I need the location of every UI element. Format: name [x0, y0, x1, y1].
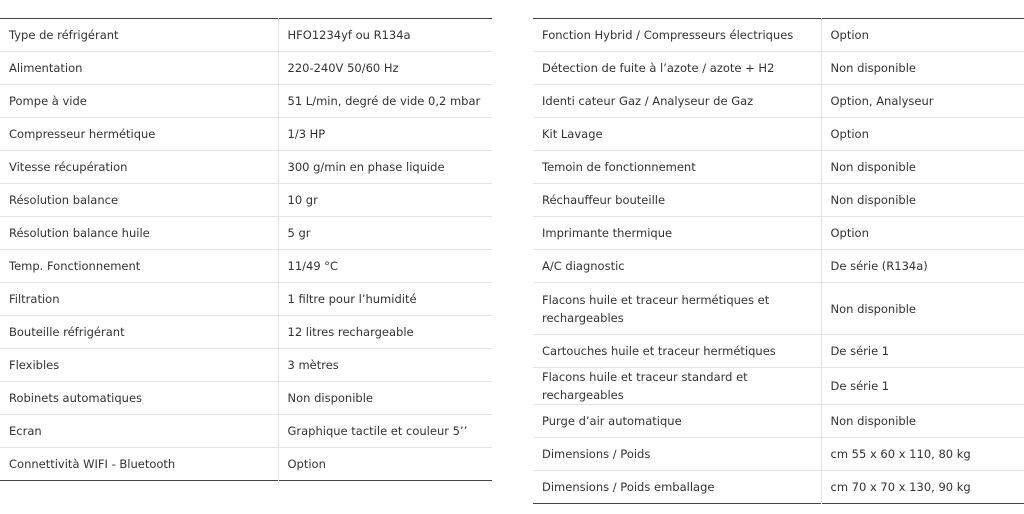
- row-value: Option: [278, 448, 492, 481]
- table-row: [0, 415, 492, 448]
- table-row: [0, 448, 492, 481]
- row-value: Option, Analyseur: [821, 85, 1024, 118]
- table-row: [0, 382, 492, 415]
- row-value: cm 55 x 60 x 110, 80 kg: [821, 438, 1024, 471]
- table-row: [0, 85, 492, 118]
- table-row: [0, 250, 492, 283]
- row-label: Résolution balance huile: [0, 217, 278, 250]
- table-row: [0, 19, 492, 52]
- table-row: [533, 250, 1024, 283]
- row-value: Non disponible: [821, 151, 1024, 184]
- table-row: [0, 184, 492, 217]
- table-row: [533, 405, 1024, 438]
- row-label: Imprimante thermique: [533, 217, 821, 250]
- row-label: Dimensions / Poids emballage: [533, 471, 821, 504]
- row-label: Vitesse récupération: [0, 151, 278, 184]
- row-label: Flacons huile et traceur standard et rechargeables: [533, 368, 821, 405]
- row-label: Alimentation: [0, 52, 278, 85]
- row-label: Détection de fuite à l’azote / azote + H2: [533, 52, 821, 85]
- row-value: Non disponible: [278, 382, 492, 415]
- row-label: Fonction Hybrid / Compresseurs électriques: [533, 19, 821, 52]
- row-label: Temp. Fonctionnement: [0, 250, 278, 283]
- row-value: 1 filtre pour l’humidité: [278, 283, 492, 316]
- table-row: [533, 335, 1024, 368]
- row-value: Non disponible: [821, 283, 1024, 335]
- row-label: Résolution balance: [0, 184, 278, 217]
- row-label: Ecran: [0, 415, 278, 448]
- row-label: Identi cateur Gaz / Analyseur de Gaz: [533, 85, 821, 118]
- row-value: 3 mètres: [278, 349, 492, 382]
- table-row: [533, 438, 1024, 471]
- table-row: [0, 349, 492, 382]
- row-value: 5 gr: [278, 217, 492, 250]
- row-value: 300 g/min en phase liquide: [278, 151, 492, 184]
- row-value: 10 gr: [278, 184, 492, 217]
- row-value: 51 L/min, degré de vide 0,2 mbar: [278, 85, 492, 118]
- row-value: 220-240V 50/60 Hz: [278, 52, 492, 85]
- row-label: Pompe à vide: [0, 85, 278, 118]
- row-label: Type de réfrigérant: [0, 19, 278, 52]
- row-value: De série 1: [821, 335, 1024, 368]
- spec-table-left: [0, 18, 492, 481]
- row-label: Purge d’air automatique: [533, 405, 821, 438]
- table-row: [533, 184, 1024, 217]
- row-label: Cartouches huile et traceur hermétiques: [533, 335, 821, 368]
- row-value: De série 1: [821, 368, 1024, 405]
- row-value: HFO1234yf ou R134a: [287, 28, 411, 42]
- row-label: A/C diagnostic: [533, 250, 821, 283]
- row-label: Compresseur hermétique: [0, 118, 278, 151]
- row-value: 12 litres rechargeable: [278, 316, 492, 349]
- row-value: 11/49 °C: [278, 250, 492, 283]
- row-label: Bouteille réfrigérant: [0, 316, 278, 349]
- spec-table-right: [533, 18, 1024, 504]
- table-row: [0, 151, 492, 184]
- table-row: [0, 283, 492, 316]
- row-label: Temoin de fonctionnement: [533, 151, 821, 184]
- row-label: Kit Lavage: [533, 118, 821, 151]
- row-label: Robinets automatiques: [0, 382, 278, 415]
- table-row: [0, 316, 492, 349]
- row-label: Filtration: [0, 283, 278, 316]
- table-row: [533, 368, 1024, 405]
- row-value: Option: [830, 28, 869, 42]
- table-row: [0, 52, 492, 85]
- row-value: De série (R134a): [821, 250, 1024, 283]
- table-row: [533, 217, 1024, 250]
- table-row: [533, 85, 1024, 118]
- table-row: [533, 118, 1024, 151]
- table-row: [0, 217, 492, 250]
- row-value: Non disponible: [821, 184, 1024, 217]
- row-label: Connettività WIFI - Bluetooth: [0, 448, 278, 481]
- row-value: Non disponible: [821, 52, 1024, 85]
- row-label: Flexibles: [0, 349, 278, 382]
- row-label: Dimensions / Poids: [533, 438, 821, 471]
- table-row: [533, 52, 1024, 85]
- row-value: Option: [821, 217, 1024, 250]
- table-row: [533, 283, 1024, 335]
- row-label: Réchauffeur bouteille: [533, 184, 821, 217]
- table-row: [533, 151, 1024, 184]
- row-label: Flacons huile et traceur hermétiques et rechargeables: [533, 283, 821, 335]
- table-row: [533, 19, 1024, 52]
- row-value: 1/3 HP: [278, 118, 492, 151]
- table-row: [533, 471, 1024, 504]
- row-value: Option: [821, 118, 1024, 151]
- row-value: Non disponible: [821, 405, 1024, 438]
- row-value: Graphique tactile et couleur 5’’: [278, 415, 492, 448]
- row-value: cm 70 x 70 x 130, 90 kg: [821, 471, 1024, 504]
- table-row: [0, 118, 492, 151]
